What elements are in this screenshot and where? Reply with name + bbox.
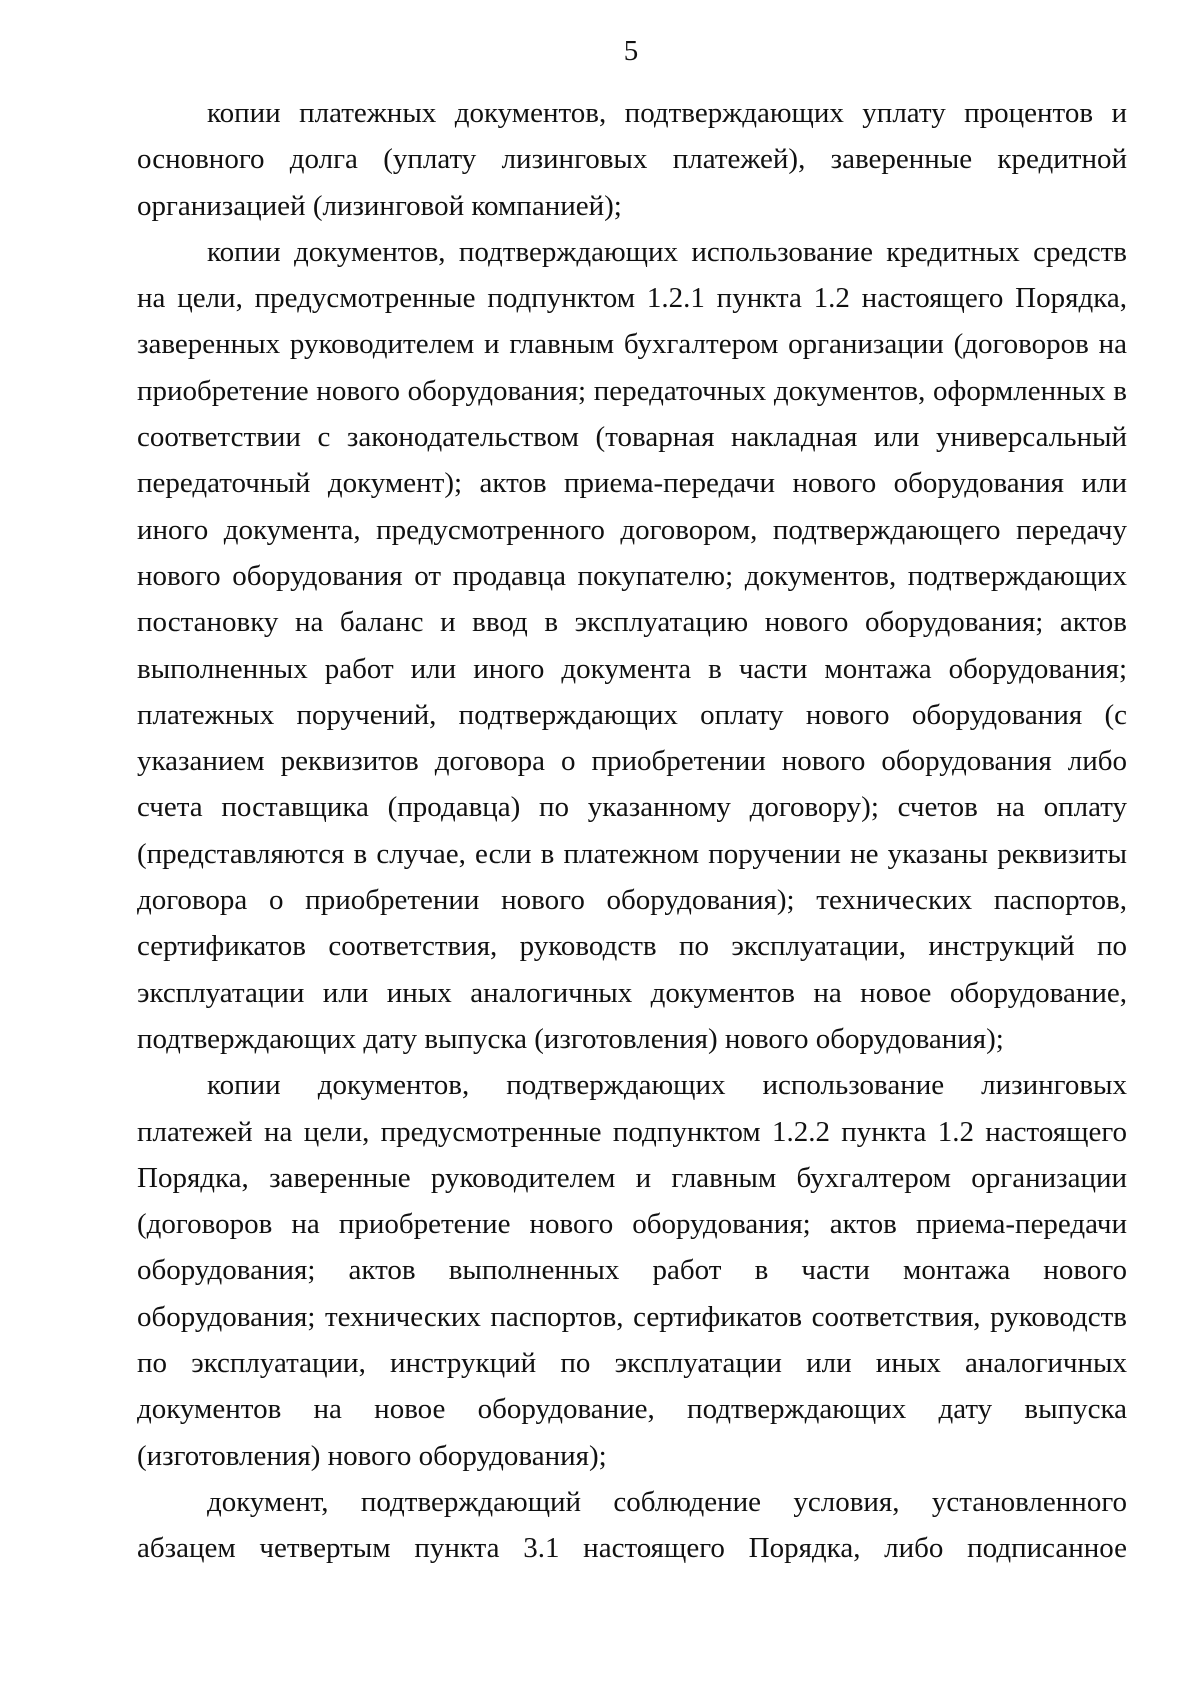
- paragraph-credit-usage-documents: копии документов, подтверждающих использование кредитных средств на цели, предусмотренные подпунктом 1.2.1 пункта 1.2 настоящего Порядка, заверенных руководителем и главным бухгалтером организации (договоров на приобретение нового оборудования; передаточных документов, оформленных в соответствии с законодательством (товарная накладная или универсальный передаточный документ); актов приема-передачи нового оборудования или иного документа, предусмотренного договором, подтверждающего передачу нового оборудования от продавца покупателю; документов, подтверждающих постановку на баланс и ввод в эксплуатацию нового оборудования; актов выполненных работ или иного документа в части монтажа оборудования; платежных поручений, подтверждающих оплату нового оборудования (с указанием реквизитов договора о приобретении нового оборудования либо счета поставщика (продавца) по указанному договору); счетов на оплату (представляются в случае, если в платежном поручении не указаны реквизиты договора о приобретении нового оборудования); технических паспортов, сертификатов соответствия, руководств по эксплуатации, инструкций по эксплуатации или иных аналогичных документов на новое оборудование, подтверждающих дату выпуска (изготовления) нового оборудования);: [137, 235, 1127, 1055]
- paragraph-payment-copies: копии платежных документов, подтверждающих уплату процентов и основного долга (уплату лизинговых платежей), заверенные кредитной организацией (лизинговой компанией);: [137, 97, 1127, 222]
- paragraph-leasing-usage-documents: копии документов, подтверждающих использование лизинговых платежей на цели, предусмотренные подпунктом 1.2.2 пункта 1.2 настоящего Порядка, заверенные руководителем и главным бухгалтером организации (договоров на приобретение нового оборудования; актов приема-передачи оборудования; актов выполненных работ в части монтажа нового оборудования; технических паспортов, сертификатов соответствия, руководств по эксплуатации, инструкций по эксплуатации или иных аналогичных документов на новое оборудование, подтверждающих дату выпуска (изготовления) нового оборудования);: [137, 1069, 1127, 1472]
- page-number: 5: [623, 35, 639, 67]
- document-body: [137, 90, 1127, 1572]
- paragraph-condition-document: документ, подтверждающий соблюдение условия, установленного абзацем четвертым пункта 3.1 настоящего Порядка, либо подписанное: [137, 1485, 1127, 1565]
